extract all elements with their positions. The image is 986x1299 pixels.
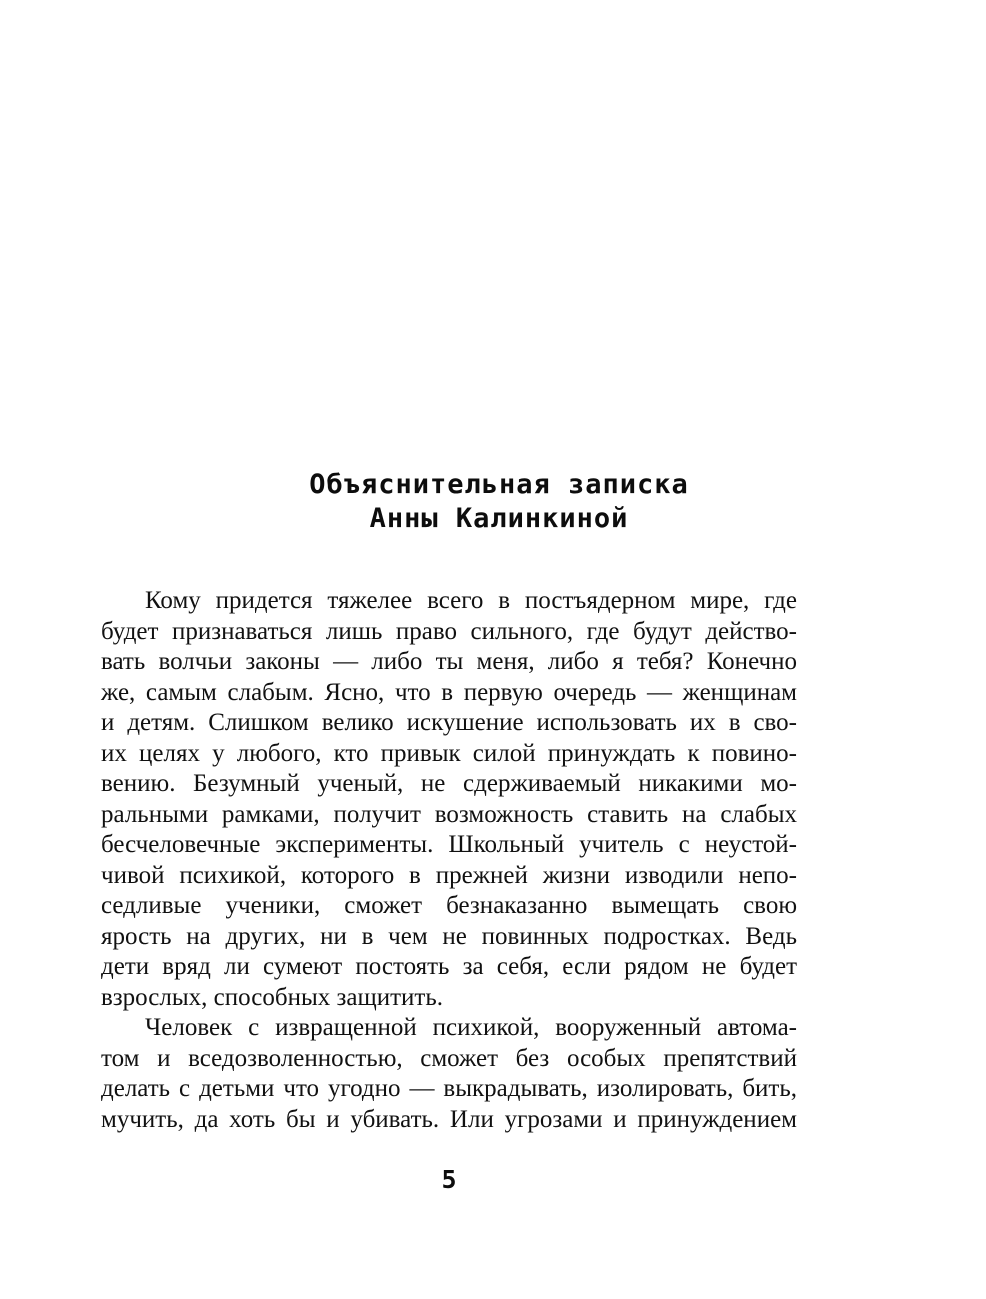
text-line: взрослых, способных защитить. [101,983,443,1011]
text-line: делать с детьми что угодно — выкрадывать, изолировать, бить, [101,1075,797,1102]
text-line: бесчеловечные эксперименты. Школьный учитель с неустой- [101,831,797,858]
text-line: ральными рамками, получит возможность ставить на слабых [101,800,797,828]
chapter-heading [100,468,898,536]
text-line: чивой психикой, которого в прежней жизни изводили непо- [101,861,797,889]
text-line: их целях у любого, кто привык силой принуждать к повино- [101,739,797,767]
chapter-heading-line-2: Анны Калинкиной [369,503,629,534]
page-number: 5 [441,1165,457,1194]
chapter-heading-line-1: Объяснительная записка [309,469,689,500]
text-line: седливые ученики, сможет безнаказанно вымещать свою [101,892,797,919]
text-line: будет признаваться лишь право сильного, где будут действо- [101,617,797,645]
paragraph-1 [101,586,797,1013]
text-line: дети вряд ли сумеют постоять за себя, если рядом не будет [101,953,797,980]
text-line: и детям. Слишком велико искушение использовать их в сво- [101,709,797,736]
text-line: вать волчьи законы — либо ты меня, либо я тебя? Конечно [101,648,797,675]
text-line: вению. Безумный ученый, не сдерживаемый никакими мо- [101,770,797,797]
text-line: том и вседозволенностью, сможет без особых препятствий [101,1044,797,1072]
text-line: Кому придется тяжелее всего в постъядерном мире, где [145,587,797,614]
text-line: же, самым слабым. Ясно, что в первую очередь — женщинам [101,678,797,706]
paragraph-2 [101,1013,797,1135]
text-line: Человек с извращенной психикой, вооруженный автома- [145,1014,797,1041]
body-text [101,586,797,1135]
text-line: мучить, да хоть бы и убивать. Или угрозами и принуждением [101,1105,797,1133]
text-line: ярость на других, ни в чем не повинных подростках. Ведь [101,922,797,950]
